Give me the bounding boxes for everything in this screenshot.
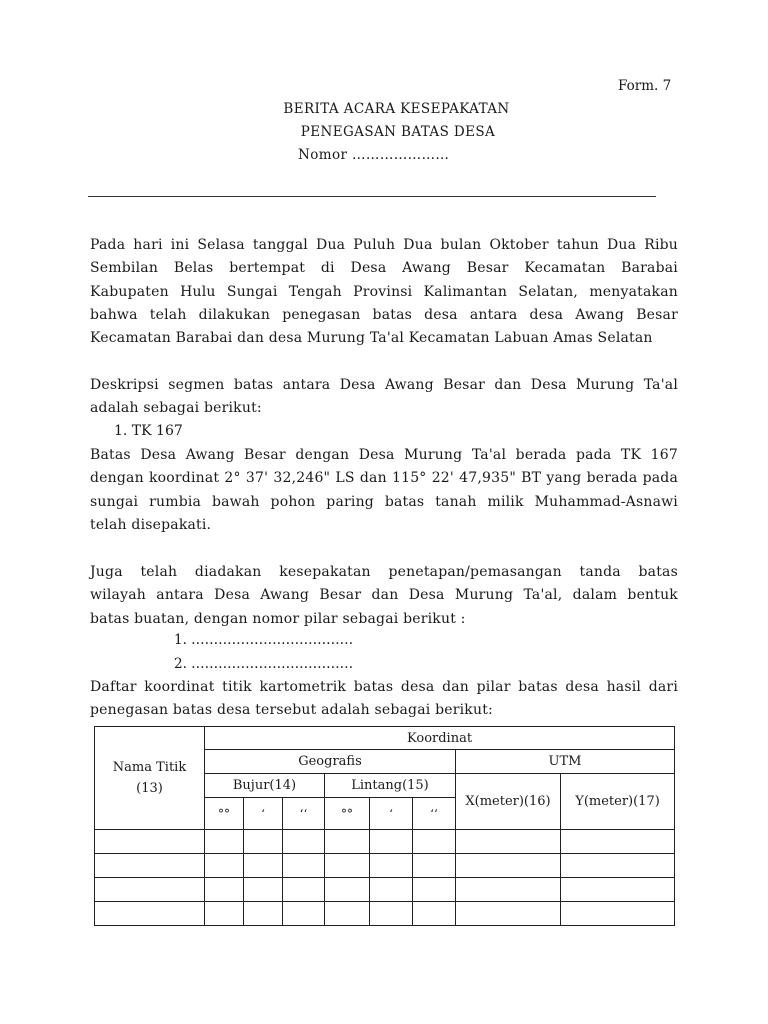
document-subtitle: PENEGASAN BATAS DESA	[300, 124, 496, 140]
table-header-y: Y(meter)(17)	[561, 774, 675, 830]
table-row	[95, 902, 675, 926]
table-cell	[413, 830, 456, 854]
table-cell	[325, 854, 370, 878]
segment-description	[90, 374, 678, 421]
table-header-utm: UTM	[456, 750, 675, 774]
table-header-lintang: Lintang(15)	[325, 774, 456, 798]
table-header-degree: °°	[205, 798, 244, 830]
table-header-x: X(meter)(16)	[456, 774, 561, 830]
coordinate-list-intro	[90, 676, 678, 723]
paragraph-line: Kabupaten Hulu Sungai Tengah Provinsi Kalimantan Selatan, menyatakan	[90, 283, 678, 300]
header-label: (13)	[136, 781, 163, 796]
table-row	[95, 830, 675, 854]
table-cell	[283, 878, 325, 902]
paragraph-line: Daftar koordinat titik kartometrik batas desa dan pilar batas desa hasil dari	[90, 679, 678, 695]
table-cell	[325, 902, 370, 926]
table-cell	[456, 854, 561, 878]
coordinate-table	[94, 726, 675, 926]
table-cell	[95, 878, 205, 902]
table-cell	[456, 878, 561, 902]
paragraph-line: Batas Desa Awang Besar dengan Desa Murung Ta'al berada pada TK 167	[90, 447, 678, 463]
paragraph-line: dengan koordinat 2° 37' 32,246" LS dan 115° 22' 47,935" BT yang berada pada	[90, 470, 678, 487]
table-cell	[95, 854, 205, 878]
table-cell	[205, 830, 244, 854]
table-header-minute: ‘	[370, 798, 413, 830]
table-cell	[244, 878, 283, 902]
table-cell	[325, 830, 370, 854]
table-cell	[95, 830, 205, 854]
table-cell	[325, 878, 370, 902]
paragraph-line: telah disepakati.	[90, 516, 212, 533]
table-cell	[205, 878, 244, 902]
table-cell	[95, 902, 205, 926]
header-label: Nama Titik	[112, 760, 187, 775]
table-header-koordinat: Koordinat	[205, 727, 675, 750]
paragraph-line: Sembilan Belas bertempat di Desa Awang Besar Kecamatan Barabai	[90, 260, 678, 277]
table-cell	[370, 878, 413, 902]
table-header-second: ‘‘	[413, 798, 456, 830]
table-cell	[283, 902, 325, 926]
table-header-geografis: Geografis	[205, 750, 456, 774]
table-cell	[205, 902, 244, 926]
table-cell	[244, 854, 283, 878]
table-cell	[413, 878, 456, 902]
table-header-bujur: Bujur(14)	[205, 774, 325, 798]
agreement-paragraph	[90, 561, 678, 631]
paragraph-line: wilayah antara Desa Awang Besar dan Desa Murung Ta'al, dalam bentuk	[90, 587, 678, 604]
table-header-nama-titik	[95, 727, 205, 830]
table-cell	[561, 854, 675, 878]
table-header-minute: ‘	[244, 798, 283, 830]
table-cell	[370, 854, 413, 878]
table-cell	[370, 902, 413, 926]
form-number: Form. 7	[618, 78, 672, 94]
tk-description	[90, 444, 678, 537]
table-header-second: ‘‘	[283, 798, 325, 830]
paragraph-line: adalah sebagai berikut:	[90, 400, 262, 417]
table-cell	[205, 854, 244, 878]
paragraph-line: Pada hari ini Selasa tanggal Dua Puluh Dua bulan Oktober tahun Dua Ribu	[90, 237, 678, 253]
table-cell	[283, 854, 325, 878]
paragraph-line: bahwa telah dilakukan penegasan batas desa antara desa Awang Besar	[90, 306, 678, 323]
table-cell	[413, 902, 456, 926]
table-row	[95, 878, 675, 902]
table-cell	[370, 830, 413, 854]
table-cell	[456, 830, 561, 854]
paragraph-line: Juga telah diadakan kesepakatan penetapan/pemasangan tanda batas	[90, 564, 678, 580]
header-divider	[88, 196, 656, 197]
table-header-degree: °°	[325, 798, 370, 830]
paragraph-line: sungai rumbia bawah pohon paring batas tanah milik Muhammad-Asnawi	[90, 493, 678, 510]
paragraph-line: Deskripsi segmen batas antara Desa Awang Besar dan Desa Murung Ta'al	[90, 377, 678, 393]
table-cell	[456, 902, 561, 926]
pillar-item: 2. ………………………………	[174, 656, 354, 672]
table-cell	[413, 854, 456, 878]
list-item-tk: 1. TK 167	[114, 423, 183, 439]
table-cell	[283, 830, 325, 854]
pillar-item: 1. ………………………………	[174, 632, 354, 648]
paragraph-line: Kecamatan Barabai dan desa Murung Ta'al Kecamatan Labuan Amas Selatan	[90, 330, 653, 347]
document-number: Nomor …………………	[298, 147, 450, 163]
document-title: BERITA ACARA KESEPAKATAN	[283, 101, 510, 117]
table-cell	[244, 830, 283, 854]
opening-paragraph	[90, 234, 678, 350]
paragraph-line: batas buatan, dengan nomor pilar sebagai berikut :	[90, 610, 466, 627]
table-cell	[561, 878, 675, 902]
table-cell	[561, 902, 675, 926]
table-cell	[561, 830, 675, 854]
table-row	[95, 854, 675, 878]
table-cell	[244, 902, 283, 926]
paragraph-line: penegasan batas desa tersebut adalah sebagai berikut:	[90, 702, 493, 719]
